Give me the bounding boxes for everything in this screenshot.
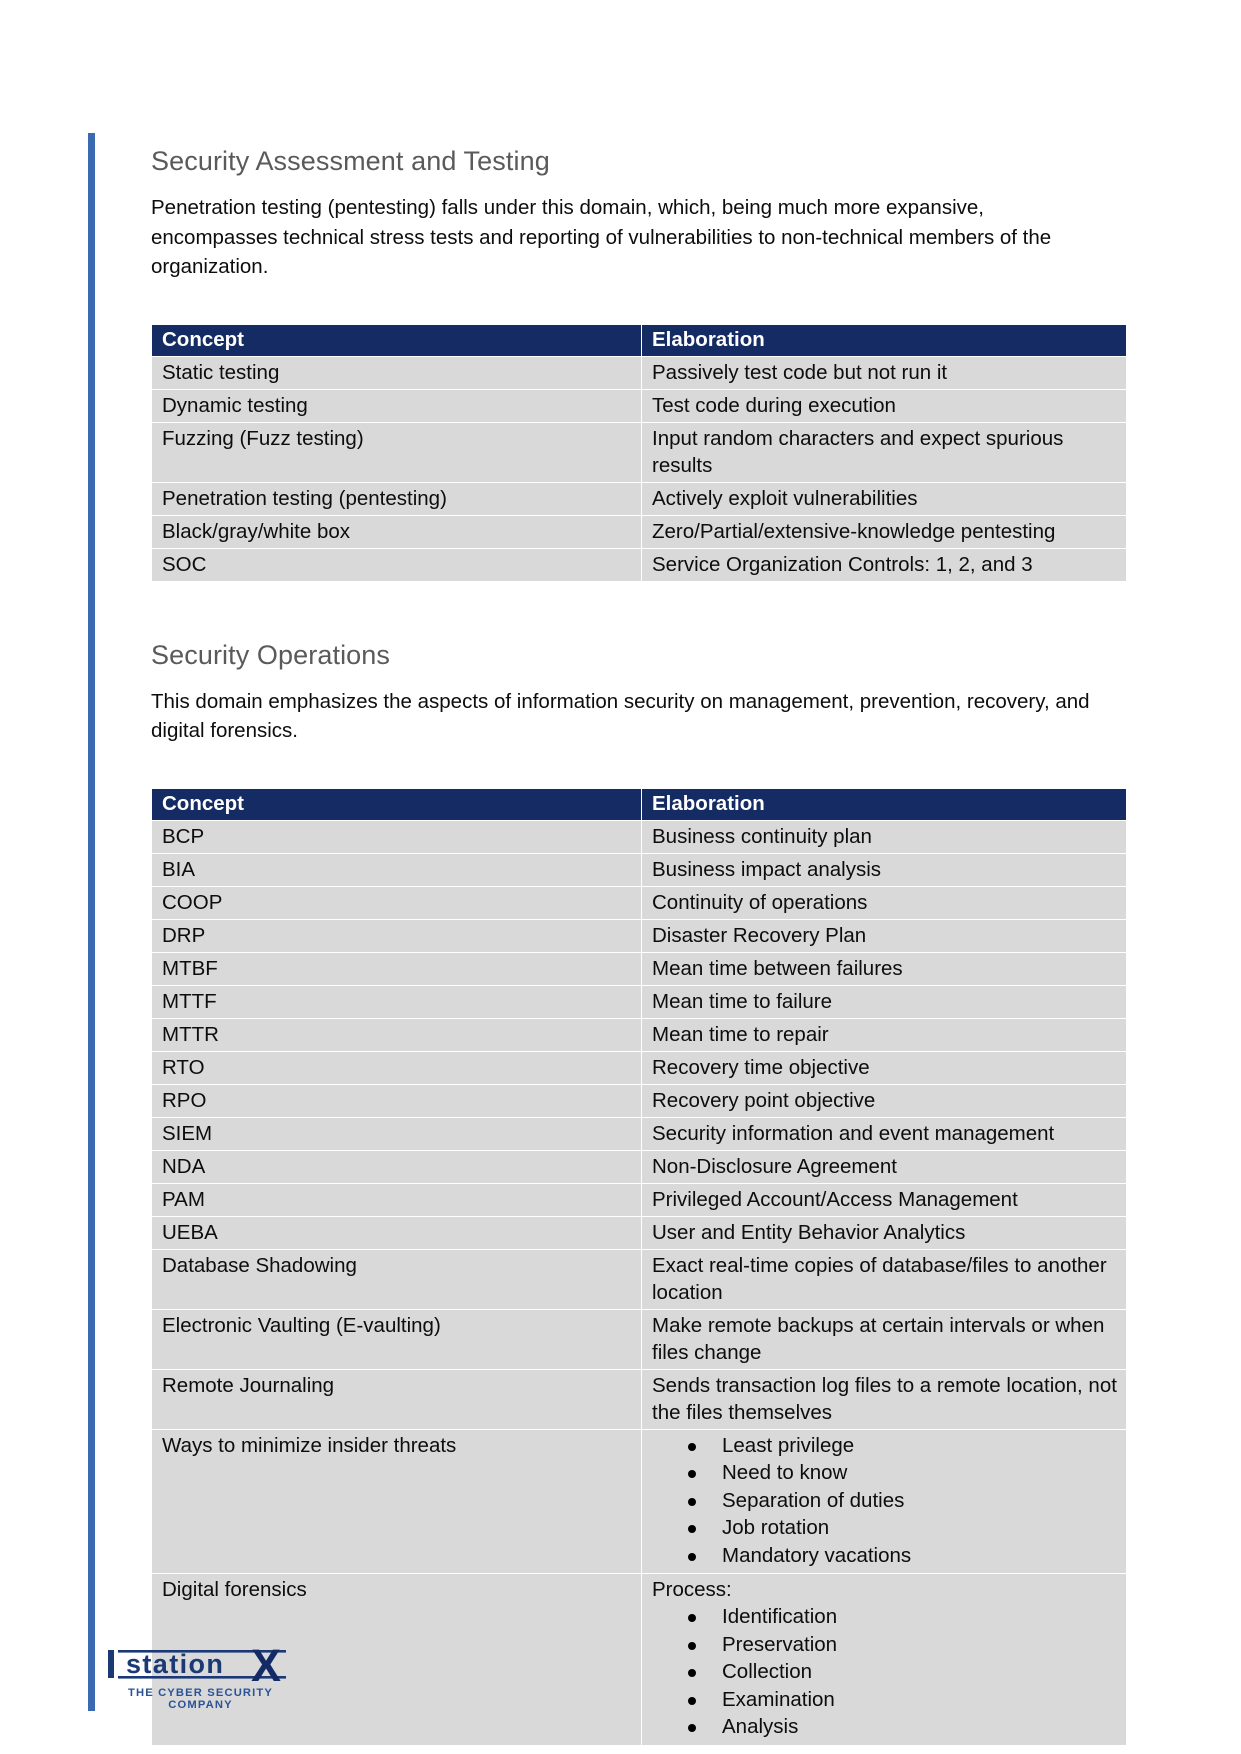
table-row — [152, 1429, 1127, 1574]
cell-concept: DRP — [152, 919, 642, 952]
cell-concept: Ways to minimize insider threats — [152, 1429, 642, 1574]
cell-concept: BCP — [152, 820, 642, 853]
cell-elaboration: Mean time to failure — [642, 985, 1127, 1018]
cell-elaboration: Recovery point objective — [642, 1084, 1127, 1117]
table-row — [152, 389, 1127, 422]
cell-elaboration: Business impact analysis — [642, 853, 1127, 886]
cell-concept: MTTR — [152, 1018, 642, 1051]
section-intro-security-operations: This domain emphasizes the aspects of information security on management, prevention, recovery, and digital forensics. — [151, 689, 1090, 743]
column-header-concept: Concept — [152, 324, 642, 356]
table-row — [152, 515, 1127, 548]
table-row — [152, 356, 1127, 389]
list-item: Examination — [688, 1686, 1118, 1714]
list-item: Job rotation — [688, 1514, 1118, 1542]
cell-concept: Fuzzing (Fuzz testing) — [152, 422, 642, 482]
table-row — [152, 919, 1127, 952]
table-row — [152, 1369, 1127, 1429]
cell-elaboration: Exact real-time copies of database/files to another location — [642, 1249, 1127, 1309]
list-item: Collection — [688, 1658, 1118, 1686]
cell-elaboration: Security information and event management — [642, 1117, 1127, 1150]
cell-elaboration: Make remote backups at certain intervals or when files change — [642, 1309, 1127, 1369]
cell-concept: SOC — [152, 548, 642, 581]
spacer — [151, 746, 1129, 788]
section-title-security-assessment-and-testing: Security Assessment and Testing — [151, 146, 550, 176]
cell-concept: UEBA — [152, 1216, 642, 1249]
table-row — [152, 952, 1127, 985]
table-row — [152, 1150, 1127, 1183]
document-content — [151, 146, 1129, 1746]
cell-elaboration — [642, 1574, 1127, 1746]
cell-concept: Digital forensics — [152, 1574, 642, 1746]
cell-elaboration: Mean time to repair — [642, 1018, 1127, 1051]
table-row — [152, 820, 1127, 853]
section-intro-security-assessment-and-testing: Penetration testing (pentesting) falls under this domain, which, being much more expansive, encompasses technical stress tests and reporting of vulnerabilities to non-technical members of the organization. — [151, 196, 1052, 279]
logo-wordmark — [108, 1640, 308, 1691]
cell-concept: COOP — [152, 886, 642, 919]
table-row — [152, 1051, 1127, 1084]
cell-concept: PAM — [152, 1183, 642, 1216]
table-security-operations — [151, 788, 1127, 1746]
cell-elaboration: Input random characters and expect spurious results — [642, 422, 1127, 482]
table-row — [152, 1183, 1127, 1216]
table-row — [152, 1084, 1127, 1117]
cell-elaboration: Zero/Partial/extensive-knowledge pentesting — [642, 515, 1127, 548]
stationx-logo — [108, 1640, 308, 1711]
table-row — [152, 1309, 1127, 1369]
cell-lead-text: Process: — [652, 1578, 732, 1602]
section-title-security-operations: Security Operations — [151, 639, 391, 670]
cell-elaboration: Continuity of operations — [642, 886, 1127, 919]
cell-concept: Electronic Vaulting (E-vaulting) — [152, 1309, 642, 1369]
logo-tagline: THE CYBER SECURITY COMPANY — [127, 1687, 274, 1711]
table-row — [152, 886, 1127, 919]
cell-concept: Black/gray/white box — [152, 515, 642, 548]
list-item: Least privilege — [688, 1432, 1118, 1460]
spacer — [151, 282, 1129, 324]
cell-concept: Remote Journaling — [152, 1369, 642, 1429]
logo-x-text: X — [251, 1640, 282, 1691]
table-row — [152, 985, 1127, 1018]
list-item: Analysis — [688, 1713, 1118, 1741]
cell-elaboration — [642, 1429, 1127, 1574]
table-row — [152, 853, 1127, 886]
list-item: Preservation — [688, 1631, 1118, 1659]
bullet-list-insider-threats — [652, 1432, 1118, 1570]
column-header-elaboration: Elaboration — [642, 788, 1127, 820]
cell-concept: MTTF — [152, 985, 642, 1018]
cell-elaboration: Privileged Account/Access Management — [642, 1183, 1127, 1216]
spacer — [151, 582, 1129, 640]
table-row — [152, 548, 1127, 581]
cell-concept: Dynamic testing — [152, 389, 642, 422]
cell-concept: Database Shadowing — [152, 1249, 642, 1309]
cell-concept: BIA — [152, 853, 642, 886]
cell-elaboration: Business continuity plan — [642, 820, 1127, 853]
table-row — [152, 1117, 1127, 1150]
list-item: Identification — [688, 1603, 1118, 1631]
table-row — [152, 1249, 1127, 1309]
cell-elaboration: Passively test code but not run it — [642, 356, 1127, 389]
list-item: Need to know — [688, 1459, 1118, 1487]
table-header-row — [152, 324, 1127, 356]
cell-elaboration: Actively exploit vulnerabilities — [642, 482, 1127, 515]
cell-concept: RPO — [152, 1084, 642, 1117]
cell-concept: RTO — [152, 1051, 642, 1084]
left-accent-bar — [88, 133, 95, 1711]
cell-elaboration: Service Organization Controls: 1, 2, and 3 — [642, 548, 1127, 581]
column-header-elaboration: Elaboration — [642, 324, 1127, 356]
cell-concept: Penetration testing (pentesting) — [152, 482, 642, 515]
cell-concept: NDA — [152, 1150, 642, 1183]
table-row — [152, 422, 1127, 482]
cell-concept: SIEM — [152, 1117, 642, 1150]
cell-concept: Static testing — [152, 356, 642, 389]
cell-elaboration: Recovery time objective — [642, 1051, 1127, 1084]
cell-elaboration: Mean time between failures — [642, 952, 1127, 985]
column-header-concept: Concept — [152, 788, 642, 820]
bullet-list-digital-forensics-process — [652, 1603, 1118, 1741]
cell-elaboration: Non-Disclosure Agreement — [642, 1150, 1127, 1183]
list-item: Mandatory vacations — [688, 1542, 1118, 1570]
cell-elaboration: Sends transaction log files to a remote location, not the files themselves — [642, 1369, 1127, 1429]
table-security-assessment-and-testing — [151, 324, 1127, 582]
list-item: Separation of duties — [688, 1487, 1118, 1515]
cell-concept: MTBF — [152, 952, 642, 985]
cell-elaboration: Disaster Recovery Plan — [642, 919, 1127, 952]
logo-station-text: station — [126, 1649, 225, 1679]
cell-elaboration: User and Entity Behavior Analytics — [642, 1216, 1127, 1249]
table-row — [152, 1216, 1127, 1249]
table-row — [152, 1018, 1127, 1051]
table-row — [152, 482, 1127, 515]
cell-elaboration: Test code during execution — [642, 389, 1127, 422]
table-header-row — [152, 788, 1127, 820]
